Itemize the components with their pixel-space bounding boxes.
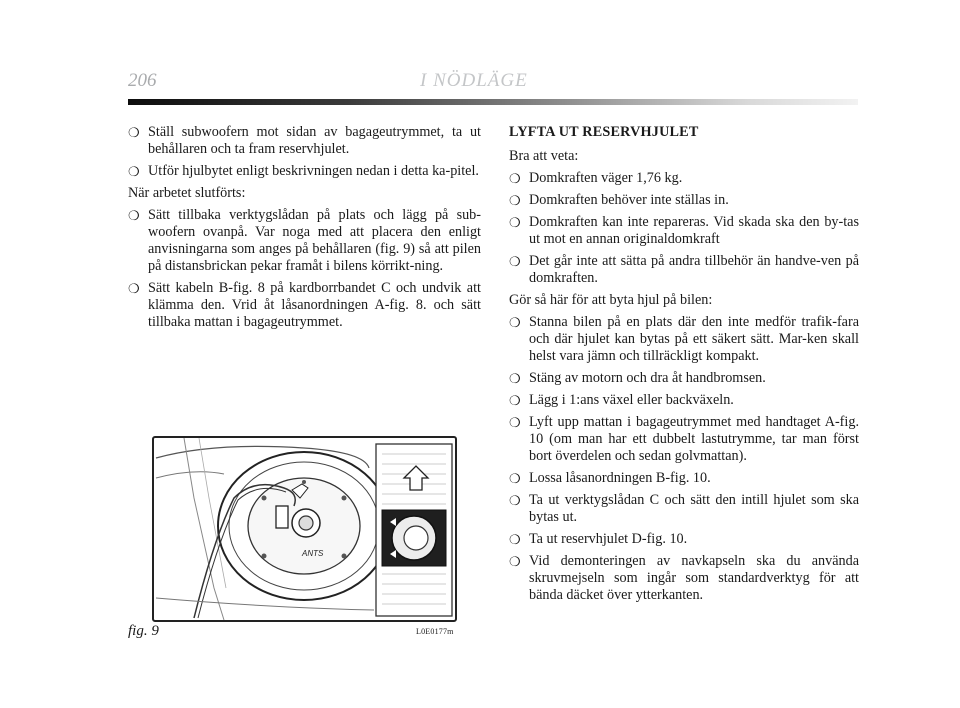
- bullet-icon: ❍: [509, 193, 521, 208]
- list-item: ❍ Stanna bilen på en plats där den inte medför trafik-fara och där hjulet kan bytas på ett säkert sätt. Mar-ken skall helst vara jämn och tillräckligt kompakt.: [509, 314, 859, 364]
- bullet-icon: ❍: [128, 208, 140, 223]
- spare-wheel-drawing: [154, 438, 455, 620]
- list-item: ❍ Sätt kabeln B-fig. 8 på kardborrbandet C och undvik att klämma den. Vrid åt låsanordningen A-fig. 8. och sätt tillbaka mattan i bagageutrymmet.: [128, 280, 481, 330]
- bullet-icon: ❍: [128, 164, 140, 179]
- bullet-icon: ❍: [509, 254, 521, 269]
- list-item: ❍ Domkraften behöver inte ställas in.: [509, 192, 729, 208]
- right-column: [509, 124, 859, 609]
- list-item: ❍ Lägg i 1:ans växel eller backväxeln.: [509, 392, 734, 408]
- figure-label: fig. 9: [128, 623, 159, 639]
- list-item: ❍ Stäng av motorn och dra åt handbromsen.: [509, 370, 766, 386]
- bullet-icon: ❍: [509, 215, 521, 230]
- bullet-icon: ❍: [509, 554, 521, 569]
- figure-code: L0E0177m: [416, 627, 454, 636]
- bullet-icon: ❍: [509, 393, 521, 408]
- bullet-icon: ❍: [509, 532, 521, 547]
- list-item: ❍ Det går inte att sätta på andra tillbehör än handve-ven på domkraften.: [509, 253, 859, 286]
- list-item: ❍ Ta ut reservhjulet D-fig. 10.: [509, 531, 688, 547]
- bullet-icon: ❍: [509, 171, 521, 186]
- paragraph: Bra att veta:: [509, 148, 579, 164]
- list-item: ❍ Domkraften kan inte repareras. Vid skada ska den by-tas ut mot en annan originaldomkraft: [509, 214, 859, 247]
- list-item: ❍ Ställ subwoofern mot sidan av bagageutrymmet, ta ut behållaren och ta fram reservhjulet.: [128, 124, 481, 157]
- list-item: ❍ Lossa låsanordningen B-fig. 10.: [509, 470, 711, 486]
- bullet-icon: ❍: [128, 125, 140, 140]
- brand-text: ANTS: [302, 549, 324, 558]
- bullet-icon: ❍: [509, 415, 521, 430]
- list-item: ❍ Sätt tillbaka verktygslådan på plats och lägg på sub-woofern ovanpå. Var noga med att placera den enligt anvisningarna som anges på behållaren (fig. 9) så att pilen på distansbrickan pekar framåt i bilens körrikt-ning.: [128, 207, 481, 274]
- page-number: 206: [128, 70, 157, 91]
- header-rule: [128, 99, 858, 105]
- bullet-icon: ❍: [509, 371, 521, 386]
- figure-9-illustration: [152, 436, 457, 622]
- list-item: ❍ Ta ut verktygslådan C och sätt den intill hjulet som ska bytas ut.: [509, 492, 859, 525]
- section-title: I NÖDLÄGE: [420, 70, 528, 91]
- left-column: [128, 124, 481, 336]
- bullet-icon: ❍: [509, 493, 521, 508]
- section-heading: LYFTA UT RESERVHJULET: [509, 124, 699, 140]
- list-item: ❍ Utför hjulbytet enligt beskrivningen nedan i detta ka-pitel.: [128, 163, 479, 179]
- bullet-icon: ❍: [128, 281, 140, 296]
- bullet-icon: ❍: [509, 471, 521, 486]
- list-item: ❍ Vid demonteringen av navkapseln ska du använda skruvmejseln som ingår som standardverktyg för att bända däcket över ytterkanten.: [509, 553, 859, 603]
- list-item: ❍ Lyft upp mattan i bagageutrymmet med handtaget A-fig. 10 (om man har ett dubbelt lastutrymme, tar man först bort överdelen och sedan golvmattan).: [509, 414, 859, 464]
- list-item: ❍ Domkraften väger 1,76 kg.: [509, 170, 683, 186]
- bullet-icon: ❍: [509, 315, 521, 330]
- paragraph: När arbetet slutförts:: [128, 185, 246, 201]
- paragraph: Gör så här för att byta hjul på bilen:: [509, 292, 713, 308]
